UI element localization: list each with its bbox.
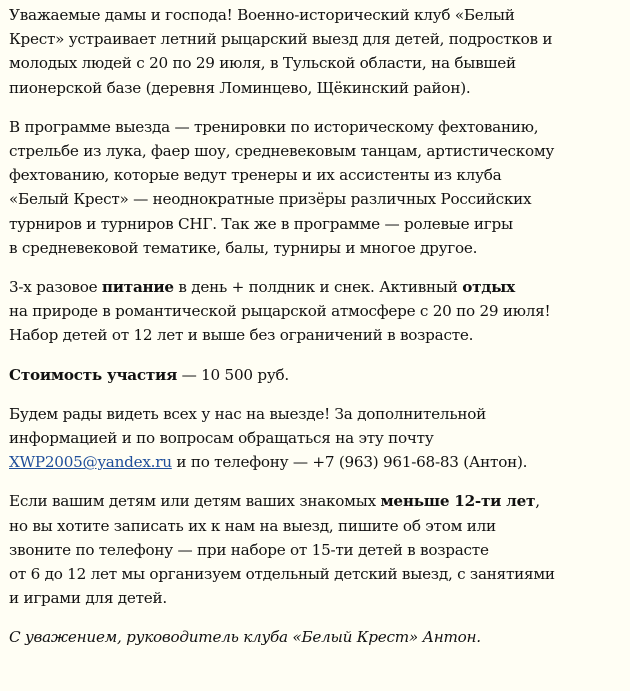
- text-line: В программе выезда — тренировки по историческому фехтованию,: [9, 117, 539, 136]
- text-line: на природе в романтической рыцарской атмосфере с 20 по 29 июля!: [9, 302, 551, 321]
- age-emphasis: меньше 12-ти лет: [380, 492, 536, 511]
- price-paragraph: [9, 363, 620, 387]
- program-paragraph: [9, 115, 620, 260]
- text-line: [9, 450, 620, 474]
- intro-paragraph: [9, 3, 620, 100]
- phone-text: и по телефону — +7 (963) 961-68-83 (Антон).: [171, 453, 528, 472]
- text-line: Уважаемые дамы и господа! Военно-исторический клуб «Белый: [9, 6, 515, 24]
- text-line: «Белый Крест» — неоднократные призёры различных Российских: [9, 190, 532, 209]
- text-line: от 6 до 12 лет мы организуем отдельный детский выезд, с занятиями: [9, 565, 555, 584]
- price-label: Стоимость участия: [9, 365, 178, 384]
- text-fragment: в день + полдник и снек. Активный: [173, 278, 463, 297]
- signature: [9, 625, 620, 649]
- text-line: но вы хотите записать их к нам на выезд, пишите об этом или: [9, 516, 496, 535]
- food-paragraph: [9, 275, 620, 348]
- text-line: Набор детей от 12 лет и выше без ограничений в возрасте.: [9, 326, 474, 345]
- text-fragment: ,: [535, 492, 540, 511]
- text-line: информацией и по вопросам обращаться на эту почту: [9, 429, 434, 448]
- text-line: турниров и турниров СНГ. Так же в программе — ролевые игры: [9, 214, 513, 233]
- text-fragment: 3-х разовое: [9, 278, 102, 297]
- text-line: и играми для детей.: [9, 589, 167, 608]
- text-line: Крест» устраивает летний рыцарский выезд для детей, подростков и: [9, 30, 553, 49]
- text-line: звоните по телефону — при наборе от 15-ти детей в возрасте: [9, 540, 489, 559]
- text-line: фехтованию, которые ведут тренеры и их ассистенты из клуба: [9, 166, 502, 185]
- text-line: Будем рады видеть всех у нас на выезде! За дополнительной: [9, 404, 486, 423]
- younger-children-paragraph: [9, 489, 620, 610]
- rest-emphasis: отдых: [462, 278, 515, 297]
- text-fragment: Если вашим детям или детям ваших знакомых: [9, 492, 381, 511]
- email-link[interactable]: XWP2005@yandex.ru: [9, 453, 172, 472]
- text-line: стрельбе из лука, фаер шоу, средневековым танцам, артистическому: [9, 142, 555, 161]
- text-line: молодых людей с 20 по 29 июля, в Тульской области, на бывшей: [9, 54, 516, 73]
- contacts-paragraph: [9, 402, 620, 475]
- text-line: С уважением, руководитель клуба «Белый Крест» Антон.: [9, 628, 481, 647]
- text-line: в средневековой тематике, балы, турниры и многое другое.: [9, 238, 478, 257]
- food-emphasis: питание: [101, 278, 174, 297]
- text-line: [9, 363, 620, 387]
- text-line: пионерской базе (деревня Ломинцево, Щёкинский район).: [9, 78, 471, 97]
- text-line: [9, 275, 620, 299]
- price-value: — 10 500 руб.: [177, 365, 289, 384]
- text-line: [9, 489, 620, 513]
